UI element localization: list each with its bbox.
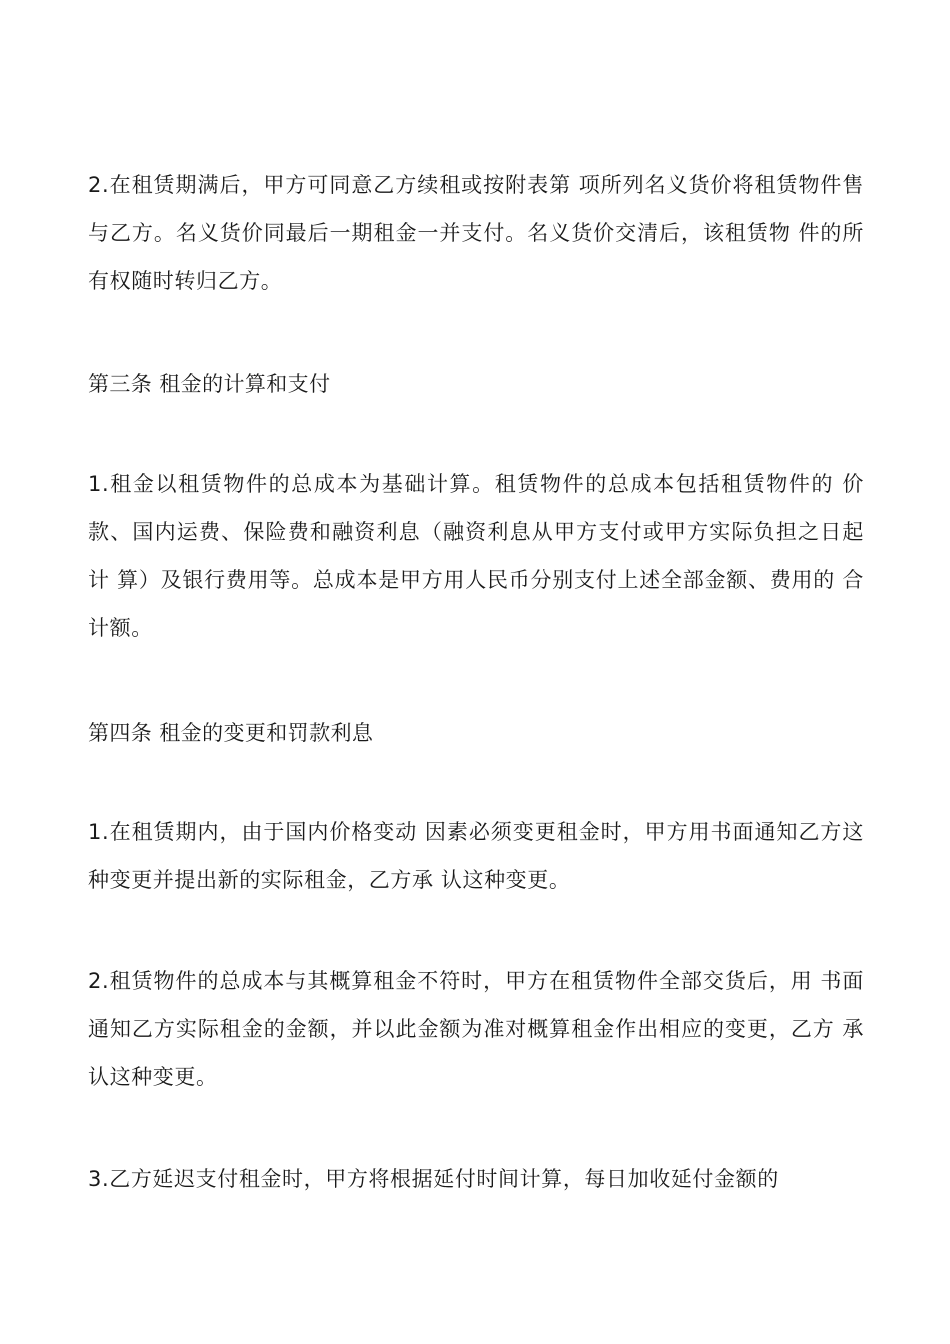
heading-article-3: 第三条 租金的计算和支付 xyxy=(88,372,331,396)
paragraph-rent-change-price: 1.在租赁期内，由于国内价格变动 因素必须变更租金时，甲方用书面通知乙方这种变更并提出新的实际租金，乙方承 认这种变更。 xyxy=(88,820,864,892)
paragraph-rent-change-cost: 2.租赁物件的总成本与其概算租金不符时，甲方在租赁物件全部交货后，用 书面通知乙方实际租金的金额，并以此金额为准对概算租金作出相应的变更，乙方 承认这种变更。 xyxy=(88,969,864,1089)
paragraph-rent-calculation: 1.租金以租赁物件的总成本为基础计算。租赁物件的总成本包括租赁物件的 价款、国内运费、保险费和融资利息（融资利息从甲方支付或甲方实际负担之日起计 算）及银行费用等。总成本是甲方用人民币分别支付上述全部金额、费用的 合计额。 xyxy=(88,472,864,640)
paragraph-lease-expiry: 2.在租赁期满后，甲方可同意乙方续租或按附表第 项所列名义货价将租赁物件售与乙方。名义货价同最后一期租金一并支付。名义货价交清后，该租赁物 件的所有权随时转归乙方。 xyxy=(88,173,864,293)
heading-article-4: 第四条 租金的变更和罚款利息 xyxy=(88,721,374,745)
paragraph-late-payment: 3.乙方延迟支付租金时，甲方将根据延付时间计算，每日加收延付金额的 xyxy=(88,1167,779,1191)
